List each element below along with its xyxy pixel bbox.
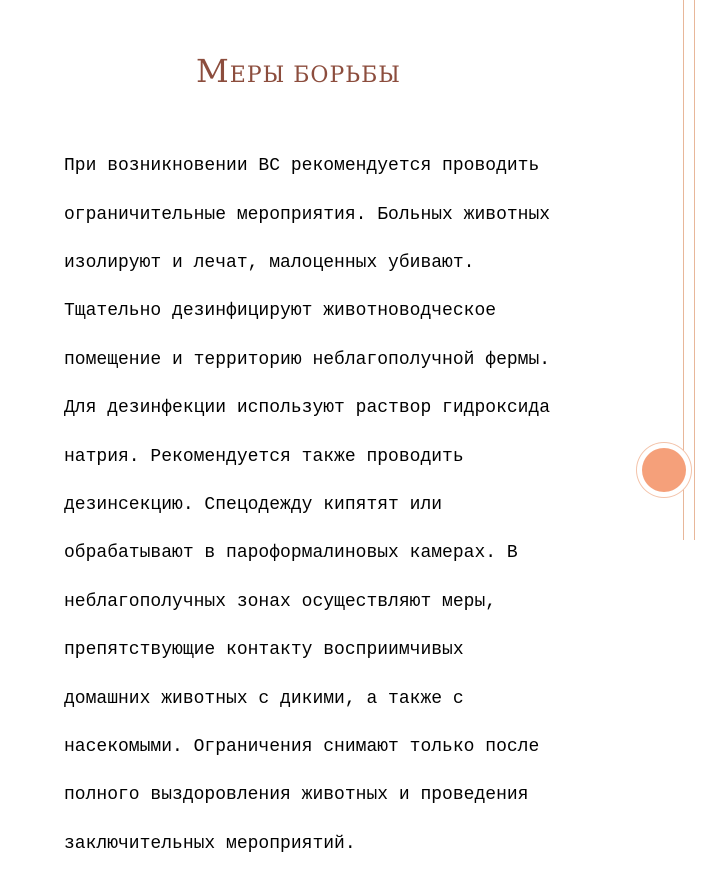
body-line: полного выздоровления животных и проведения: [64, 785, 529, 806]
slide-title-initial: М: [196, 52, 230, 90]
body-line: домашних животных с дикими, а также с: [64, 688, 464, 709]
body-line: препятствующие контакту восприимчивых: [64, 640, 464, 661]
body-line: заключительных мероприятий.: [64, 833, 356, 854]
decorative-circle: [642, 448, 686, 492]
body-line: обрабатывают в пароформалиновых камерах. В: [64, 543, 518, 564]
body-line: помещение и территорию неблагополучной фермы.: [64, 349, 551, 370]
body-line: дезинсекцию. Спецодежду кипятят или: [64, 495, 443, 516]
body-line: Для дезинфекции используют раствор гидроксида: [64, 398, 551, 419]
body-line: натрия. Рекомендуется также проводить: [64, 446, 464, 467]
body-line: неблагополучных зонах осуществляют меры,: [64, 591, 497, 612]
body-line: насекомыми. Ограничения снимают только после: [64, 737, 540, 758]
body-line: ограничительные мероприятия. Больных животных: [64, 204, 551, 225]
slide-frame-border: [683, 0, 695, 540]
slide-title: [196, 52, 401, 90]
slide-body: [64, 130, 644, 880]
body-line: изолируют и лечат, малоценных убивают.: [64, 253, 475, 274]
body-line: При возникновении ВС рекомендуется проводить: [64, 156, 540, 177]
body-line: Тщательно дезинфицируют животноводческое: [64, 301, 497, 322]
slide-title-rest: ЕРЫ БОРЬБЫ: [229, 63, 401, 88]
